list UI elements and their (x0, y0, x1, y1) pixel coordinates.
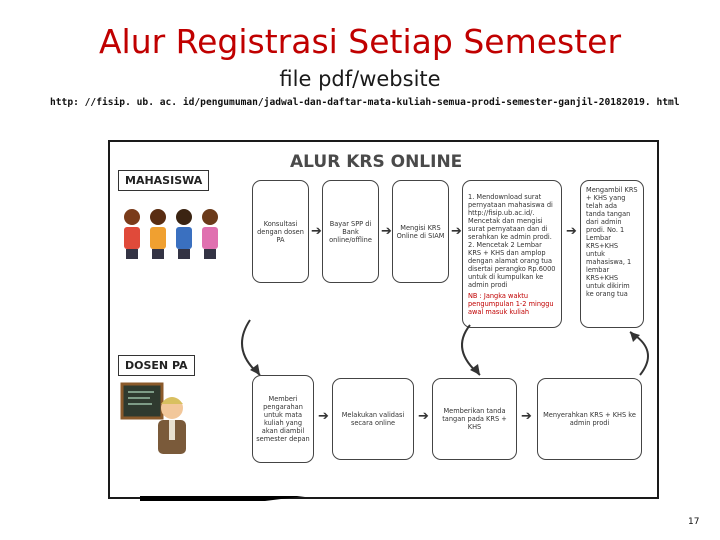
source-url[interactable]: http: //fisip. ub. ac. id/pengumuman/jadwal-dan-daftar-mata-kuliah-semua-prodi-semester-ganjil-20182019. html (50, 97, 680, 108)
slide-subtitle: file pdf/website (279, 67, 441, 91)
step-pengarahan (252, 375, 314, 463)
arrow-right-icon: ➔ (318, 409, 329, 424)
step-validasi-text: Melakukan validasi secara online (341, 411, 405, 427)
step-tanda-tangan-text: Memberikan tanda tangan pada KRS + KHS (442, 407, 507, 431)
role-mahasiswa-label: MAHASISWA (118, 170, 209, 191)
step-mengambil-krs-text: Mengambil KRS + KHS yang telah ada tanda tangan dari admin prodi. No. 1 Lembar KRS+KHS untuk mahasiswa, 1 lembar KRS+KHS untuk dikirim ke orang tua (586, 186, 638, 298)
step-konsultasi (252, 180, 309, 283)
arrow-right-icon: ➔ (521, 409, 532, 424)
arrow-right-icon: ➔ (566, 224, 577, 239)
role-dosen-label: DOSEN PA (118, 355, 195, 376)
deadline-note: NB : Jangka waktu pengumpulan 1-2 minggu awal masuk kuliah (468, 291, 554, 316)
step-dokumen-text: 1. Mendownload surat pernyataan mahasiswa di http://fisip.ub.ac.id/. Mencetak dan mengisi surat pernyataan dan di serahkan ke admin prodi. 2. Mencetak 2 Lembar KRS + KHS dan amplop dengan alamat orang tua disertai perangko Rp.6000 untuk di kumpulkan ke admin prodi (468, 192, 556, 289)
diagram-title: ALUR KRS ONLINE (290, 152, 463, 172)
arrow-right-icon: ➔ (418, 409, 429, 424)
step-validasi (332, 378, 414, 460)
arrow-right-icon: ➔ (451, 224, 462, 239)
step-menyerahkan-text: Menyerahkan KRS + KHS ke admin prodi (543, 411, 636, 427)
arrow-right-icon: ➔ (381, 224, 392, 239)
step-menyerahkan (537, 378, 642, 460)
step-mengisi-krs (392, 180, 449, 283)
decorative-bar (140, 496, 255, 501)
step-pengarahan-text: Memberi pengarahan untuk mata kuliah yang akan diambil semester depan (256, 395, 310, 443)
step-konsultasi-text: Konsultasi dengan dosen PA (257, 219, 304, 244)
page-number: 17 (688, 517, 700, 527)
connector-curves (220, 280, 660, 380)
slide-title: Alur Registrasi Setiap Semester (98, 22, 622, 61)
step-mengisi-krs-text: Mengisi KRS Online di SIAM (396, 223, 445, 240)
step-bayar-spp (322, 180, 379, 283)
decorative-bar-tip (255, 496, 305, 501)
teacher-illustration (118, 378, 198, 458)
arrow-right-icon: ➔ (311, 224, 322, 239)
step-tanda-tangan (432, 378, 517, 460)
step-bayar-spp-text: Bayar SPP di Bank online/offline (329, 219, 372, 244)
students-illustration (118, 205, 228, 260)
